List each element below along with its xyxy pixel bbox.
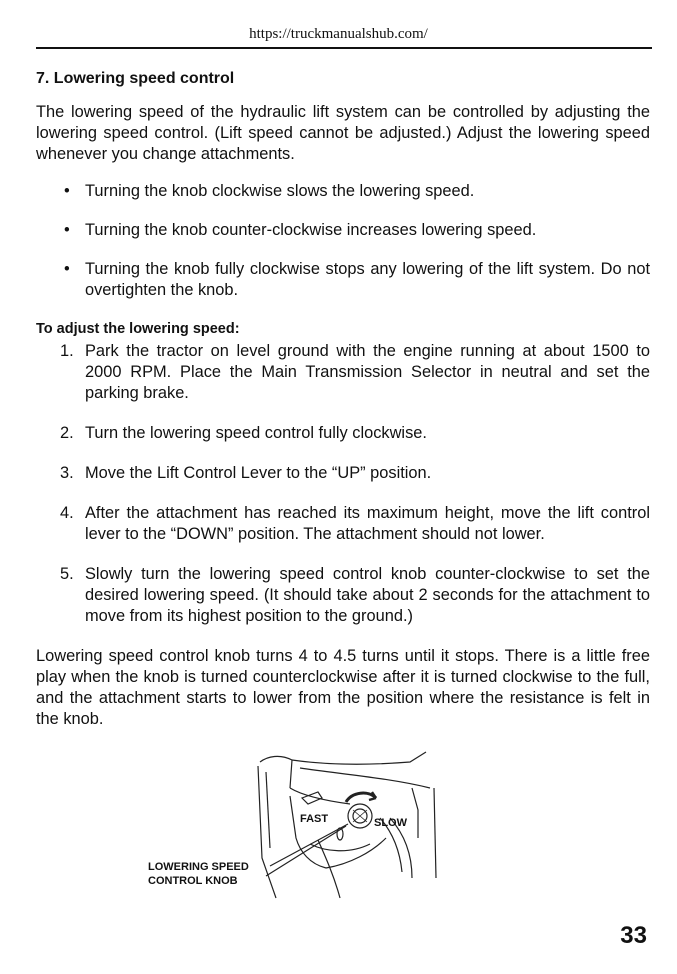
bullet-item: • Turning the knob clockwise slows the lowering speed. bbox=[36, 181, 650, 202]
section-heading: 7. Lowering speed control bbox=[36, 70, 235, 87]
bullet-item: • Turning the knob fully clockwise stops any lowering of the lift system. Do not overtighten the knob. bbox=[36, 259, 650, 301]
step-number: 5. bbox=[60, 565, 74, 583]
bullet-list bbox=[36, 181, 650, 301]
knob-illustration bbox=[150, 748, 450, 908]
fast-label: FAST bbox=[300, 813, 329, 825]
step-number: 2. bbox=[60, 424, 74, 442]
step-text: Turn the lowering speed control fully clockwise. bbox=[85, 424, 427, 442]
step-item bbox=[36, 503, 650, 545]
callout-line: LOWERING SPEED bbox=[148, 861, 249, 873]
step-number: 1. bbox=[60, 342, 74, 360]
step-text: Park the tractor on level ground with the engine running at about 1500 to 2000 RPM. Place the Main Transmission Selector in neutral and set the parking brake. bbox=[85, 342, 650, 402]
step-item bbox=[36, 341, 650, 404]
intro-paragraph: The lowering speed of the hydraulic lift system can be controlled by adjusting the lowering speed control. (Lift speed cannot be adjusted.) Adjust the lowering speed whenever you change attachments. bbox=[36, 103, 650, 163]
procedure-steps bbox=[36, 341, 650, 627]
step-number: 4. bbox=[60, 504, 74, 522]
step-number: 3. bbox=[60, 464, 74, 482]
step-text: Move the Lift Control Lever to the “UP” position. bbox=[85, 464, 432, 482]
callout-line: CONTROL KNOB bbox=[148, 875, 238, 887]
step-text: After the attachment has reached its maximum height, move the lift control lever to the “DOWN” position. The attachment should not lower. bbox=[85, 504, 650, 543]
knob-callout bbox=[148, 860, 249, 888]
step-item bbox=[36, 564, 650, 627]
page-number: 33 bbox=[620, 922, 647, 949]
bullet-item: • Turning the knob counter-clockwise increases lowering speed. bbox=[36, 220, 650, 241]
closing-paragraph: Lowering speed control knob turns 4 to 4.5 turns until it stops. There is a little free play when the knob is turned counterclockwise after it is turned clockwise to the full, and the attachment starts to lower from the position where the resistance is felt in the knob. bbox=[36, 647, 650, 728]
source-url[interactable]: https://truckmanualshub.com/ bbox=[249, 26, 428, 42]
header-rule bbox=[36, 47, 652, 49]
step-text: Slowly turn the lowering speed control knob counter-clockwise to set the desired lowering speed. (It should take about 2 seconds for the attachment to move from its highest position to the ground.) bbox=[85, 565, 650, 625]
step-item bbox=[36, 463, 650, 484]
step-item bbox=[36, 423, 650, 444]
section-content bbox=[36, 68, 650, 730]
procedure-title: To adjust the lowering speed: bbox=[36, 321, 240, 337]
slow-label: SLOW bbox=[374, 817, 407, 829]
